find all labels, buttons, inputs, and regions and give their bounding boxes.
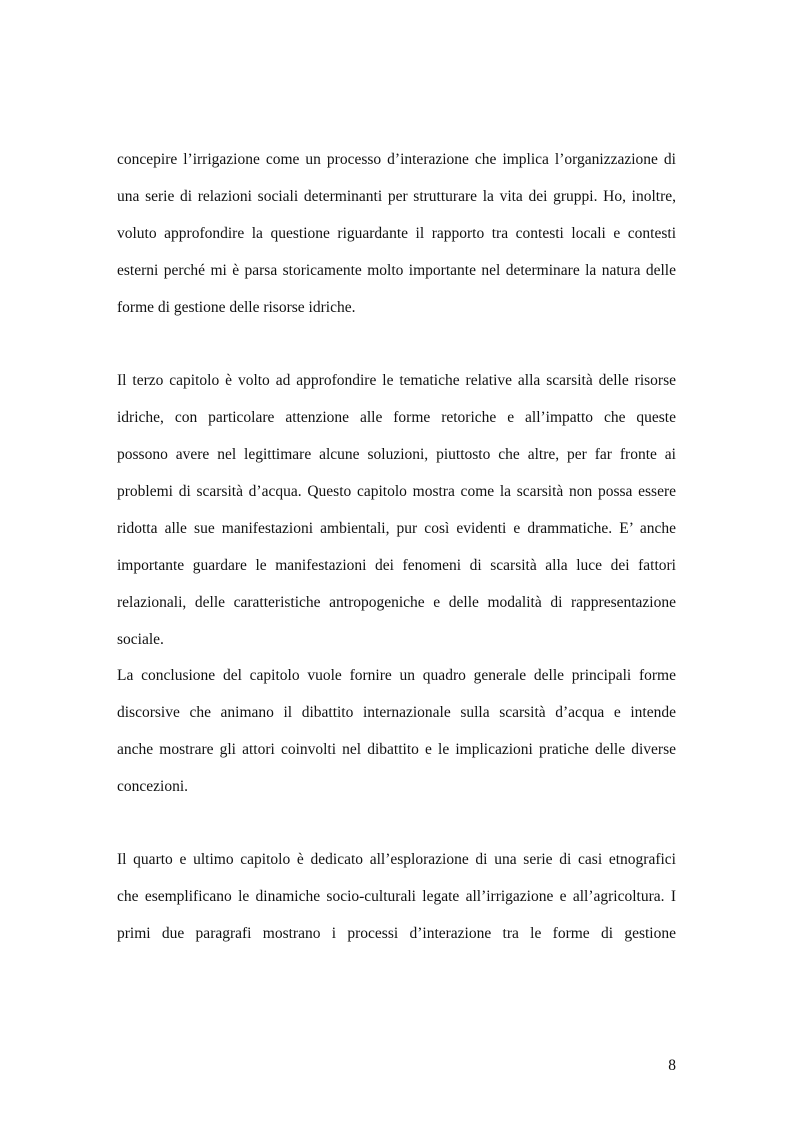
paragraph-3-line-2: discorsive che animano il dibattito internazionale sulla scarsità d’acqua e intende: [117, 704, 676, 721]
paragraph-1-line-2: una serie di relazioni sociali determinanti per strutturare la vita dei gruppi. Ho, inoltre,: [117, 188, 676, 205]
paragraph-1-line-5: forme di gestione delle risorse idriche.: [117, 299, 356, 316]
page-number: 8: [668, 1057, 676, 1074]
paragraph-4-line-2: che esemplificano le dinamiche socio-culturali legate all’irrigazione e all’agricoltura. I: [117, 888, 676, 905]
paragraph-2-line-2: idriche, con particolare attenzione alle forme retoriche e all’impatto che queste: [117, 409, 676, 426]
paragraph-2-line-4: problemi di scarsità d’acqua. Questo capitolo mostra come la scarsità non possa essere: [117, 483, 676, 500]
paragraph-1-line-1: concepire l’irrigazione come un processo d’interazione che implica l’organizzazione di: [117, 151, 676, 168]
paragraph-3-line-4: concezioni.: [117, 778, 189, 795]
paragraph-2-line-3: possono avere nel legittimare alcune soluzioni, piuttosto che altre, per far fronte ai: [117, 446, 676, 463]
paragraph-1-line-3: voluto approfondire la questione riguardante il rapporto tra contesti locali e contesti: [117, 225, 676, 242]
paragraph-2-line-5: ridotta alle sue manifestazioni ambientali, pur così evidenti e drammatiche. E’ anche: [117, 520, 676, 537]
paragraph-4-line-1: Il quarto e ultimo capitolo è dedicato all’esplorazione di una serie di casi etnografici: [117, 851, 676, 868]
paragraph-3-line-3: anche mostrare gli attori coinvolti nel dibattito e le implicazioni pratiche delle diverse: [117, 741, 676, 758]
paragraph-2-line-1: Il terzo capitolo è volto ad approfondire le tematiche relative alla scarsità delle risorse: [117, 372, 676, 389]
paragraph-2-line-8: sociale.: [117, 631, 164, 648]
paragraph-4-line-3: primi due paragrafi mostrano i processi d’interazione tra le forme di gestione: [117, 925, 676, 942]
paragraph-3-line-1: La conclusione del capitolo vuole fornire un quadro generale delle principali forme: [117, 667, 676, 684]
paragraph-1-line-4: esterni perché mi è parsa storicamente molto importante nel determinare la natura delle: [117, 262, 676, 279]
paragraph-2-line-7: relazionali, delle caratteristiche antropogeniche e delle modalità di rappresentazione: [117, 594, 676, 611]
paragraph-2-line-6: importante guardare le manifestazioni dei fenomeni di scarsità alla luce dei fattori: [117, 557, 676, 574]
